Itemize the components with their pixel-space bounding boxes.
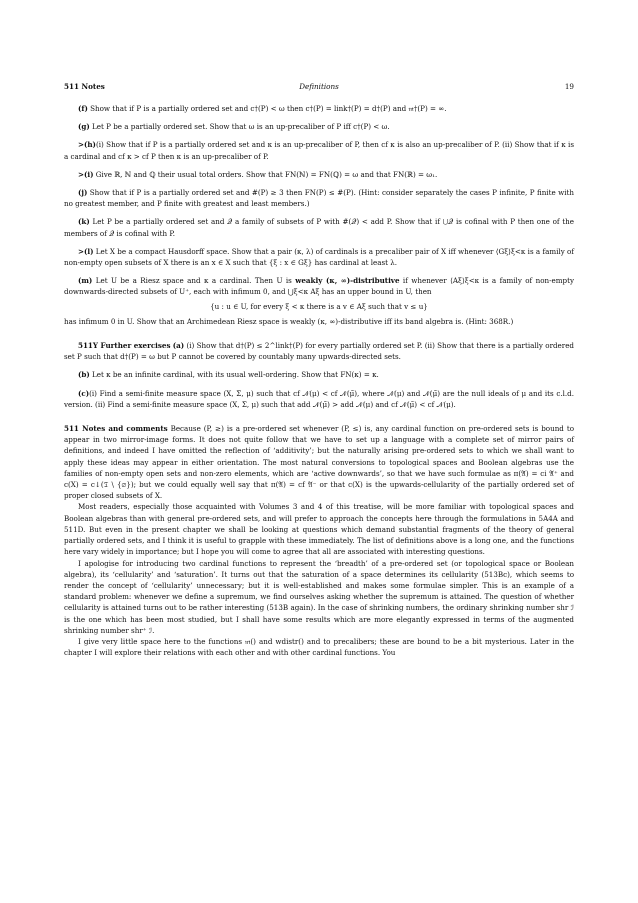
further-exercises-heading: 511Y Further exercises [78, 341, 171, 351]
exercise-label: (k) [78, 217, 90, 227]
exercise-text: (i) Find a semi-finite measure space (X, Σ, μ) such that cf 𝒩(μ) < cf 𝒩(μ̃), where 𝒩(μ) and 𝒩(μ̃) are the null ideals of μ and its c.l.d. version. (ii) Find a semi-finite measure space (X, Σ, μ) such that add 𝒩(μ̃) > add 𝒩(μ) and cf 𝒩(μ̃) < cf 𝒩(μ). [64, 388, 574, 409]
exercise-g [64, 121, 574, 132]
exercise-text: Let U be a Riesz space and κ a cardinal. Then U is [92, 276, 296, 286]
notes-heading: 511 Notes and comments [64, 424, 168, 434]
exercise-label: (m) [78, 276, 93, 286]
exercise-text: Show that if P is a partially ordered set and #(P) ≥ 3 then FN(P) ≤ #(P). (Hint: consider separately the cases P infinite, P finite with no greatest member, and P finite with greatest and least members.) [64, 188, 574, 209]
page-number: 19 [564, 82, 574, 91]
exercise-k [64, 216, 574, 238]
exercise-label: >(l) [78, 246, 94, 256]
exercise-text: Let P be a partially ordered set. Show that ω is an up-precaliber of P iff c†(P) < ω. [89, 122, 390, 132]
page-body [64, 103, 574, 658]
display-formula: {u : u ∈ U, for every ξ < κ there is a v ∈ Aξ such that v ≤ u} [210, 301, 428, 311]
exercise-text-continued: if whenever ⟨Aξ⟩ξ<κ is a family of non-empty downwards-directed subsets of U⁺, each with infimum 0, and ⋃ξ<κ Aξ has an upper bound in U, then [64, 276, 574, 297]
exercise-text: Show that if P is a partially ordered set and c†(P) < ω then c†(P) = link†(P) = d†(P) and 𝔪†(P) = ∞. [87, 104, 447, 113]
exercise-h [64, 139, 574, 161]
exercise-m [64, 275, 574, 297]
notes-paragraph-1 [64, 423, 574, 501]
exercise-text: (i) Show that d†(P) ≤ 2^link†(P) for every partially ordered set P. (ii) Show that there is a partially ordered set P such that d†(P) = ω but P cannot be covered by countably many upwards-directed sets. [64, 341, 574, 362]
notes-paragraph-2: Most readers, especially those acquainted with Volumes 3 and 4 of this treatise, will be more familiar with topological spaces and Boolean algebras than with general pre-ordered sets, and will prefer to approach the concepts here through the formulations in 5A4A and 511D. But even in the present chapter we shall be looking at questions which demand substantial fragments of the theory of general partially ordered sets, and I think it is useful to grapple with these immediately. The list of definitions above is a long one, and the functions here vary widely in importance; but I hope you will come to agree that all are associated with interesting questions. [64, 502, 574, 557]
exercise-label: >(h) [78, 140, 96, 150]
page-header [64, 82, 574, 94]
further-exercise-b [64, 369, 574, 380]
exercise-label: (j) [78, 188, 88, 198]
exercise-f [64, 103, 574, 114]
exercise-j [64, 187, 574, 209]
header-section-label: 511 Notes [64, 82, 105, 91]
further-exercise-a [64, 340, 574, 362]
exercise-text: Let κ be an infinite cardinal, with its usual well-ordering. Show that FN(κ) = κ. [89, 370, 379, 380]
exercise-label: (f) [78, 104, 88, 113]
exercise-label: (a) [172, 341, 185, 351]
exercise-text: Let P be a partially ordered set and 𝒬 a family of subsets of P with #(𝒬) < add P. Show that if ⋃𝒬 is cofinal with P then one of the members of 𝒬 is cofinal with P. [64, 217, 574, 238]
exercise-label: (c) [78, 388, 90, 398]
exercise-text: Give ℝ, ℕ and ℚ their usual total orders. Show that FN(ℕ) = FN(ℚ) = ω and that FN(ℝ) = ω₁. [93, 169, 438, 179]
exercise-l [64, 246, 574, 268]
defined-term: weakly (κ, ∞)-distributive [295, 276, 400, 286]
notes-text: Because (P, ≥) is a pre-ordered set whenever (P, ≤) is, any cardinal function on pre-ordered sets is bound to appear in two mirror-image forms. It does not quite follow that we have to set up a language with a complete set of mirror pairs of definitions, and indeed I have omitted the reflection of ‘additivity’; but the naturally arising pre-ordered sets to which we shall want to apply these ideas may appear in either orientation. The most natural conversions to topological spaces and Boolean algebras use the families of non-empty open sets and non-zero elements, which are ‘active downwards’, so that we have such formulae as π(𝔄) = ci 𝔄⁺ and c(X) = c↓(𝔗 \ {∅}); but we could equally well say that π(𝔄) = cf 𝔄⁻ or that c(X) is the upwards-cellularity of the partially ordered set of proper closed subsets of X. [64, 424, 574, 501]
exercise-text: (i) Show that if P is a partially ordered set and κ is an up-precaliber of P, then cf κ is also an up-precaliber of P. (ii) Show that if κ is a cardinal and cf κ > cf P then κ is an up-precaliber of P. [64, 140, 574, 161]
exercise-label: (b) [78, 370, 90, 380]
further-exercise-c [64, 388, 574, 410]
exercise-i [64, 169, 574, 180]
exercise-label: >(i) [78, 169, 94, 179]
exercise-text: Let X be a compact Hausdorff space. Show that a pair (κ, λ) of cardinals is a precaliber pair of X iff whenever ⟨Gξ⟩ξ<κ is a family of non-empty open subsets of X there is an x ∈ X such that {ξ : x ∈ Gξ} has cardinal at least λ. [64, 246, 574, 268]
exercise-m-conclusion: has infimum 0 in U. Show that an Archimedean Riesz space is weakly (κ, ∞)-distributive iff its band algebra is. (Hint: 368R.) [64, 316, 514, 326]
notes-paragraph-4: I give very little space here to the functions 𝔪() and wdistr() and to precalibers; these are bound to be a bit mysterious. Later in the chapter I will explore their relations with each other and with other cardinal functions. You [64, 636, 574, 658]
notes-paragraph-3: I apologise for introducing two cardinal functions to represent the ‘breadth’ of a pre-ordered set (or topological space or Boolean algebra), its ‘cellularity’ and ‘saturation’. It turns out that the saturation of a space determines its cellularity (513Bc), which seems to render the concept of ‘cellularity’ unnecessary; but it is well-established and makes some formulae simpler. This is an example of a standard problem: whenever we define a supremum, we find ourselves asking whether the supremum is attained. The question of whether cellularity is attained turns out to be rather interesting (513B again). In the case of shrinking numbers, the ordinary shrinking number shr ℐ is the one which has been most studied, but I shall have some results which are more elegantly expressed in terms of the augmented shrinking number shr⁺ ℐ. [64, 558, 574, 635]
exercise-label: (g) [78, 122, 90, 132]
header-chapter-title: Definitions [299, 82, 339, 91]
